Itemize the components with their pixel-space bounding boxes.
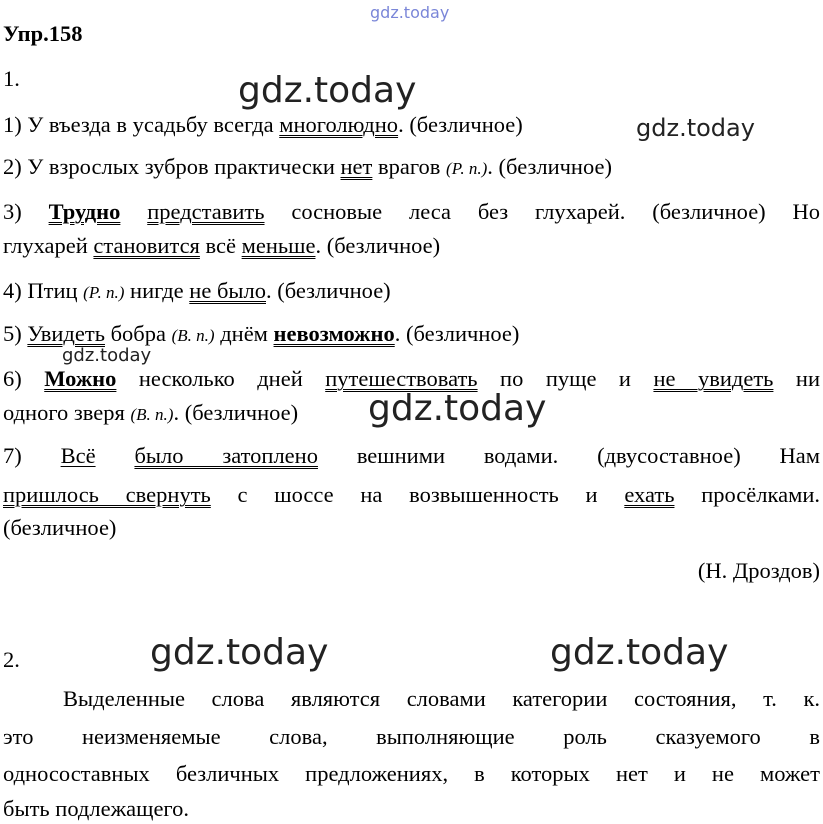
- text: 4) Птиц: [3, 278, 84, 303]
- text: врагов: [372, 154, 447, 179]
- sentence-5: [3, 319, 820, 351]
- case-note: (В. п.): [171, 326, 215, 345]
- case-note: (В. п.): [130, 405, 174, 424]
- text: одного зверя: [3, 400, 131, 425]
- predicate: нет: [340, 154, 373, 179]
- text: . (безличное): [398, 112, 523, 137]
- part-2-label: 2.: [3, 647, 20, 672]
- text: просёлками.: [674, 482, 820, 507]
- text: . (безличное): [173, 400, 299, 425]
- text: нигде: [124, 278, 190, 303]
- case-note: (Р. п.): [83, 283, 125, 302]
- sentence-1: [3, 110, 820, 140]
- text: . (безличное): [315, 233, 441, 258]
- watermark: gdz.today: [150, 632, 329, 673]
- space: [120, 199, 147, 224]
- paragraph-line-1: Выделенные слова являются словами категории состояния, т. к.: [63, 686, 820, 711]
- sentence-6-line-1: [3, 364, 820, 394]
- sentence-7-line-2: [3, 480, 820, 510]
- watermark-top: gdz.today: [370, 3, 450, 22]
- sentence-3-line-2: [3, 231, 820, 261]
- watermark: gdz.today: [62, 345, 152, 366]
- watermark: gdz.today: [636, 114, 755, 142]
- text: несколько дней: [116, 366, 326, 391]
- predicate: путешествовать: [325, 366, 478, 391]
- predicate: становится: [93, 233, 200, 258]
- text: 1) У въезда в усадьбу всегда: [3, 112, 280, 137]
- author: (Н. Дроздов): [697, 558, 820, 583]
- text: ни: [773, 366, 820, 391]
- subject: Всё: [60, 443, 96, 468]
- sentence-7-line-1: [3, 441, 820, 471]
- predicate: представить: [147, 199, 265, 224]
- text: . (безличное): [487, 154, 612, 179]
- predicate: пришлось свернуть: [3, 482, 211, 507]
- text: бобра: [104, 321, 172, 346]
- text: днём: [214, 321, 274, 346]
- predicate-bold: невозможно: [273, 321, 395, 346]
- predicate: не увидеть: [653, 366, 774, 391]
- sentence-3-line-1: [3, 197, 820, 227]
- text: всё: [199, 233, 242, 258]
- predicate: ехать: [624, 482, 675, 507]
- text: 3): [3, 199, 49, 224]
- sentence-4: [3, 276, 820, 308]
- text: 2) У взрослых зубров практически: [3, 154, 341, 179]
- text: 5): [3, 321, 28, 346]
- case-note: (Р. п.): [446, 159, 488, 178]
- text: . (безличное): [394, 321, 520, 346]
- text: по пуще и: [477, 366, 654, 391]
- watermark: gdz.today: [368, 388, 547, 429]
- part-1-label: 1.: [3, 66, 20, 91]
- text: 6): [3, 366, 45, 391]
- watermark: gdz.today: [238, 70, 417, 111]
- predicate: меньше: [241, 233, 316, 258]
- watermark: gdz.today: [550, 632, 729, 673]
- exercise-title: Упр.158: [3, 21, 83, 46]
- text: . (безличное): [266, 278, 391, 303]
- predicate-bold: Можно: [44, 366, 117, 391]
- text: 7): [3, 443, 61, 468]
- text: сосновые леса без глухарей. (безличное) Но: [264, 199, 821, 224]
- paragraph-line-4: быть подлежащего.: [3, 796, 189, 821]
- predicate-bold: Трудно: [48, 199, 121, 224]
- text: (безличное): [3, 515, 117, 540]
- text: с шоссе на возвышенность и: [210, 482, 625, 507]
- predicate: многолюдно: [279, 112, 399, 137]
- sentence-2: [3, 152, 820, 184]
- predicate: было затоплено: [134, 443, 318, 468]
- paragraph-line-3: односоставных безличных предложениях, в которых нет и не может: [3, 761, 820, 786]
- sentence-7-line-3: [3, 513, 820, 543]
- text: вешними водами. (двусоставное) Нам: [317, 443, 821, 468]
- sentence-6-line-2: [3, 398, 820, 430]
- predicate: Увидеть: [27, 321, 105, 346]
- predicate: не было: [189, 278, 266, 303]
- text: глухарей: [3, 233, 94, 258]
- paragraph-line-2: это неизменяемые слова, выполняющие роль сказуемого в: [3, 724, 820, 749]
- space: [96, 443, 135, 468]
